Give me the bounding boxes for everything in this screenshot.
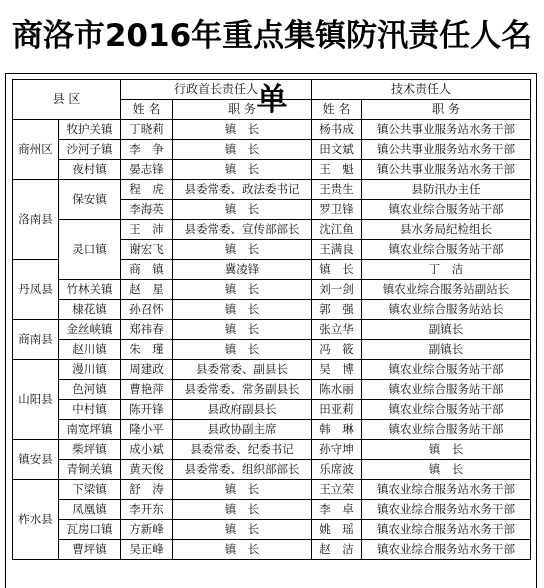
- admin-name-cell: 陈开锋: [121, 400, 173, 420]
- table-row: [13, 520, 531, 540]
- town-cell: 灵口镇: [59, 220, 121, 280]
- tech-title-cell: 镇公共事业服务站水务干部: [362, 160, 531, 180]
- admin-title-header: 职 务: [173, 100, 312, 120]
- county-cell: 商州区: [13, 120, 59, 180]
- table-row: [13, 280, 531, 300]
- table-row: [13, 460, 531, 480]
- tech-title-cell: 镇农业综合服务站干部: [362, 360, 531, 380]
- admin-title-cell: 镇 长: [173, 340, 312, 360]
- admin-name-cell: 程 虎: [121, 180, 173, 200]
- admin-name-cell: 成小斌: [121, 440, 173, 460]
- town-cell: 牧护关镇: [59, 120, 121, 140]
- tech-title-cell: 县水务局纪检组长: [362, 220, 531, 240]
- table-row: [13, 220, 531, 240]
- admin-name-cell: 谢宏飞: [121, 240, 173, 260]
- town-cell: 色河镇: [59, 380, 121, 400]
- admin-title-cell: 镇 长: [173, 160, 312, 180]
- tech-title-cell: 镇 长: [362, 460, 531, 480]
- admin-title-cell: 镇 长: [312, 260, 362, 280]
- admin-name-cell: 赵 星: [121, 280, 173, 300]
- county-cell: 镇安县: [13, 440, 59, 480]
- town-cell: 凤凰镇: [59, 500, 121, 520]
- admin-name-cell: 隆小平: [121, 420, 173, 440]
- tech-title-cell: 县防汛办主任: [362, 180, 531, 200]
- admin-title-cell: 镇 长: [173, 140, 312, 160]
- table-row: [13, 480, 531, 500]
- town-cell: 保安镇: [59, 180, 121, 220]
- tech-title-cell: 镇公共事业服务站水务干部: [362, 140, 531, 160]
- admin-name-cell: 冀凌锋: [173, 260, 312, 280]
- tech-name-cell: 田文斌: [312, 140, 362, 160]
- tech-title-cell: 镇公共事业服务站水务干部: [362, 120, 531, 140]
- tech-name-cell: 罗卫锋: [312, 200, 362, 220]
- admin-title-cell: 镇 长: [173, 240, 312, 260]
- table-row: [13, 540, 531, 560]
- table-row: [13, 120, 531, 140]
- town-cell: 金丝峡镇: [59, 320, 121, 340]
- admin-group-header: 行政首长责任人: [121, 80, 312, 100]
- table-row: [13, 300, 531, 320]
- flood-control-roster-table: [12, 79, 531, 560]
- tech-name-cell: 李 卓: [312, 500, 362, 520]
- admin-title-cell: 县委常委、宣传部部长: [173, 220, 312, 240]
- tech-title-header: 职 务: [362, 100, 531, 120]
- admin-title-cell: 县委常委、纪委书记: [173, 440, 312, 460]
- admin-name-cell: 李开东: [121, 500, 173, 520]
- tech-name-cell: 王贵生: [312, 180, 362, 200]
- county-cell: 山阳县: [13, 360, 59, 440]
- tech-title-cell: 镇农业综合服务站站长: [362, 300, 531, 320]
- admin-name-cell: 吴正峰: [121, 540, 173, 560]
- table-row: [13, 320, 531, 340]
- admin-title-cell: 县委常委、组织部部长: [173, 460, 312, 480]
- table-row: [13, 400, 531, 420]
- header-row-groups: [13, 80, 531, 100]
- table-row: [13, 140, 531, 160]
- admin-title-cell: 镇 长: [173, 200, 312, 220]
- tech-name-cell: 韩 琳: [312, 420, 362, 440]
- admin-name-cell: 朱 瑾: [121, 340, 173, 360]
- document-title: 商洛市2016年重点集镇防汛责任人名单: [11, 18, 533, 118]
- county-cell: 丹凤县: [13, 260, 59, 320]
- table-row: [13, 160, 531, 180]
- admin-title-cell: 镇 长: [173, 480, 312, 500]
- county-cell: 洛南县: [13, 180, 59, 260]
- tech-name-cell: 杨书成: [312, 120, 362, 140]
- tech-title-cell: 镇农业综合服务站水务干部: [362, 540, 531, 560]
- town-cell: 青铜关镇: [59, 460, 121, 480]
- tech-name-cell: 王立荣: [312, 480, 362, 500]
- admin-title-cell: 县政协副主席: [173, 420, 312, 440]
- admin-name-cell: 孙召怀: [121, 300, 173, 320]
- town-cell: 南宽坪镇: [59, 420, 121, 440]
- admin-name-header: 姓 名: [121, 100, 173, 120]
- admin-title-cell: 镇 长: [173, 300, 312, 320]
- admin-name-cell: 郑祎春: [121, 320, 173, 340]
- admin-title-cell: 镇 长: [173, 120, 312, 140]
- tech-name-cell: 王满良: [312, 240, 362, 260]
- table-row: [13, 180, 531, 200]
- tech-title-cell: 镇农业综合服务站干部: [362, 400, 531, 420]
- town-cell: 棣花镇: [59, 300, 121, 320]
- admin-name-cell: 晏志锋: [121, 160, 173, 180]
- tech-title-cell: 镇农业综合服务站水务干部: [362, 480, 531, 500]
- town-cell: 柴坪镇: [59, 440, 121, 460]
- tech-name-cell: 吴 博: [312, 360, 362, 380]
- tech-name-cell: 冯 筱: [312, 340, 362, 360]
- town-cell: 商 镇: [121, 260, 173, 280]
- tech-name-cell: 陈水丽: [312, 380, 362, 400]
- table-row: [13, 380, 531, 400]
- town-cell: 漫川镇: [59, 360, 121, 380]
- tech-title-cell: 镇农业综合服务站干部: [362, 380, 531, 400]
- admin-name-cell: 舒 涛: [121, 480, 173, 500]
- admin-name-cell: 丁晓莉: [121, 120, 173, 140]
- admin-title-cell: 县委常委、副县长: [173, 360, 312, 380]
- admin-name-cell: 李海英: [121, 200, 173, 220]
- tech-name-cell: 丁 洁: [362, 260, 531, 280]
- tech-name-cell: 刘一剑: [312, 280, 362, 300]
- town-cell: 竹林关镇: [59, 280, 121, 300]
- tech-name-cell: 王 魁: [312, 160, 362, 180]
- table-row: [13, 500, 531, 520]
- admin-name-cell: 黄天俊: [121, 460, 173, 480]
- tech-name-cell: 赵 洁: [312, 540, 362, 560]
- county-town-header: 县 区: [13, 80, 121, 120]
- tech-name-cell: 姚 瑶: [312, 520, 362, 540]
- admin-name-cell: 李 争: [121, 140, 173, 160]
- tech-group-header: 技术责任人: [312, 80, 531, 100]
- admin-title-cell: 镇 长: [173, 320, 312, 340]
- tech-title-cell: 镇农业综合服务站干部: [362, 240, 531, 260]
- admin-title-cell: 镇 长: [173, 500, 312, 520]
- town-cell: 下梁镇: [59, 480, 121, 500]
- tech-name-cell: 郭 强: [312, 300, 362, 320]
- tech-title-cell: 副镇长: [362, 340, 531, 360]
- town-cell: 赵川镇: [59, 340, 121, 360]
- table-body: [13, 120, 531, 560]
- admin-title-cell: 县委常委、政法委书记: [173, 180, 312, 200]
- town-cell: 瓦房口镇: [59, 520, 121, 540]
- admin-name-cell: 曹艳萍: [121, 380, 173, 400]
- admin-name-cell: 王 沛: [121, 220, 173, 240]
- town-cell: 夜村镇: [59, 160, 121, 180]
- town-cell: 中村镇: [59, 400, 121, 420]
- tech-title-cell: 镇 长: [362, 440, 531, 460]
- tech-name-header: 姓 名: [312, 100, 362, 120]
- admin-name-cell: 周建政: [121, 360, 173, 380]
- table-row: [13, 340, 531, 360]
- town-cell: 曹坪镇: [59, 540, 121, 560]
- tech-title-cell: 镇农业综合服务站干部: [362, 420, 531, 440]
- admin-name-cell: 方新峰: [121, 520, 173, 540]
- admin-title-cell: 镇 长: [173, 280, 312, 300]
- table-row: [13, 440, 531, 460]
- table-row: [13, 360, 531, 380]
- admin-title-cell: 镇 长: [173, 540, 312, 560]
- table-header: [13, 80, 531, 120]
- table-row: [13, 420, 531, 440]
- admin-title-cell: 县委常委、常务副县长: [173, 380, 312, 400]
- tech-title-cell: 镇农业综合服务站水务干部: [362, 520, 531, 540]
- tech-title-cell: 副镇长: [362, 320, 531, 340]
- tech-name-cell: 田亚莉: [312, 400, 362, 420]
- county-cell: 商南县: [13, 320, 59, 360]
- county-cell: 柞水县: [13, 480, 59, 560]
- tech-name-cell: 乐席波: [312, 460, 362, 480]
- admin-title-cell: 镇 长: [173, 520, 312, 540]
- tech-title-cell: 镇农业综合服务站水务干部: [362, 500, 531, 520]
- tech-title-cell: 镇农业综合服务站副站长: [362, 280, 531, 300]
- tech-name-cell: 张立华: [312, 320, 362, 340]
- admin-title-cell: 县政府副县长: [173, 400, 312, 420]
- tech-name-cell: 孙守坤: [312, 440, 362, 460]
- tech-name-cell: 沈江鱼: [312, 220, 362, 240]
- tech-title-cell: 镇农业综合服务站干部: [362, 200, 531, 220]
- town-cell: 沙河子镇: [59, 140, 121, 160]
